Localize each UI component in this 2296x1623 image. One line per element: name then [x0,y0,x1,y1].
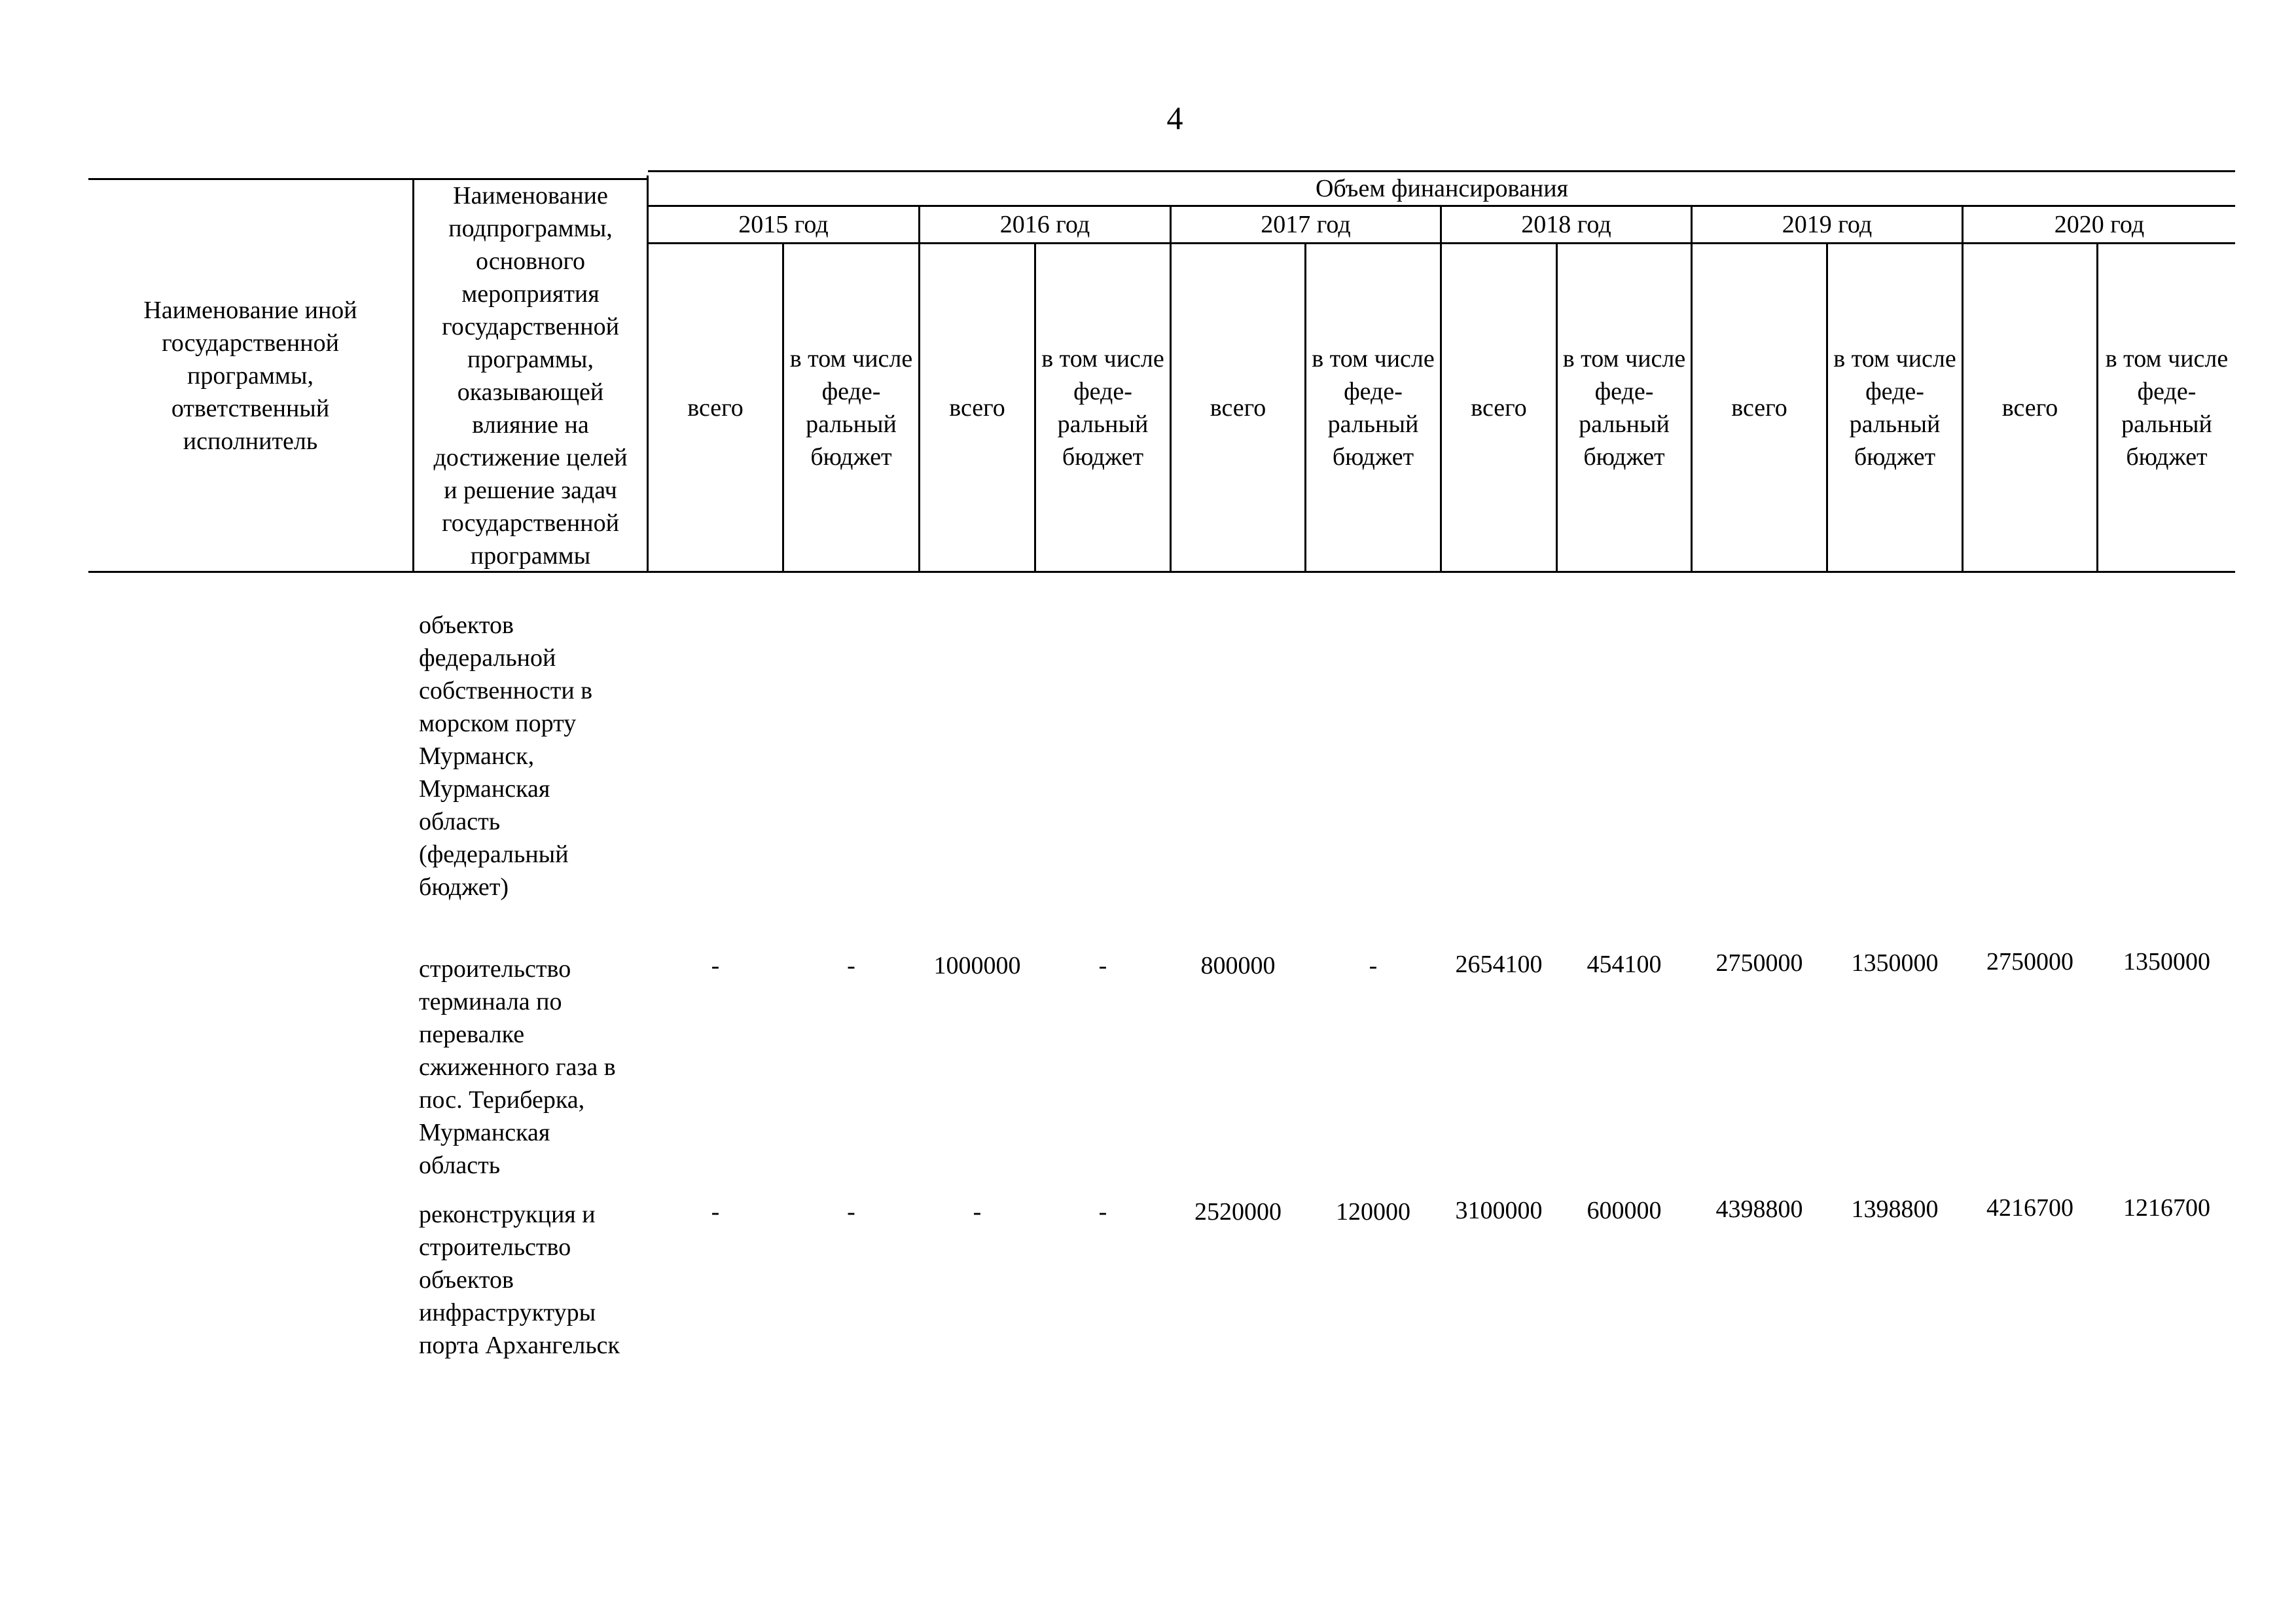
row-3-total-2020: 4216700 [1986,1194,2073,1222]
header-funding-title: Объем финансирования [1315,175,1569,202]
row-3-federal-2015: - [847,1198,855,1226]
header-total-2017: всего [1210,393,1266,422]
page-number: 4 [1166,100,1183,136]
header-total-2019: всего [1731,393,1787,422]
row-2-total-2016: 1000000 [933,952,1021,979]
row-3-total-2019: 4398800 [1715,1195,1803,1223]
row-2-total-2017: 800000 [1200,952,1276,979]
year-2020: 2020 год [2054,211,2145,238]
row-2-federal-2015: - [847,952,855,979]
year-2018: 2018 год [1521,211,1611,238]
row-2-federal-2016: - [1098,952,1107,979]
row-1-name: объектов федеральной собственности в морском порту Мурманск, Мурманская область (федеральный бюджет) [419,611,593,901]
year-2016: 2016 год [999,211,1090,238]
rule-header-bottom [88,571,2235,573]
header-federal-2017: в том числе феде- ральный бюджет [1312,344,1435,471]
header-federal-2019: в том числе феде- ральный бюджет [1833,344,1956,471]
row-3-total-2018: 3100000 [1455,1197,1543,1224]
row-3-total-2015: - [711,1198,720,1226]
year-2019: 2019 год [1782,211,1873,238]
row-3-name: реконструкция и строительство объектов инфраструктуры порта Архангельск [419,1201,620,1359]
row-2-total-2019: 2750000 [1715,949,1803,977]
row-2-federal-2020: 1350000 [2123,948,2210,976]
row-3-federal-2020: 1216700 [2123,1194,2210,1222]
header-federal-2016: в том числе феде- ральный бюджет [1041,344,1164,471]
header-total-2020: всего [2001,393,2058,422]
row-3-federal-2016: - [1098,1198,1107,1226]
row-3-federal-2017: 120000 [1336,1198,1410,1226]
header-federal-2015: в том числе феде- ральный бюджет [789,344,913,471]
row-2-federal-2019: 1350000 [1851,949,1939,977]
row-3-total-2016: - [973,1198,982,1226]
header-total-2015: всего [687,393,744,422]
row-3-federal-2018: 600000 [1587,1197,1662,1224]
header-total-2016: всего [949,393,1005,422]
row-2-total-2020: 2750000 [1986,948,2073,976]
row-2-total-2015: - [711,952,720,979]
header-federal-2018: в том числе феде- ральный бюджет [1562,344,1686,471]
row-2-name: строительство терминала по перевалке сжиженного газа в пос. Териберка, Мурманская область [419,955,616,1179]
row-3-federal-2019: 1398800 [1851,1195,1939,1223]
row-3-total-2017: 2520000 [1194,1198,1282,1226]
row-2-total-2018: 2654100 [1455,951,1543,978]
year-2017: 2017 год [1261,211,1351,238]
row-2-federal-2018: 454100 [1587,951,1662,978]
year-2015: 2015 год [738,211,829,238]
header-federal-2020: в том числе феде- ральный бюджет [2105,344,2229,471]
header-subprogram: Наименование подпрограммы, основного мероприятия государственной программы, оказывающей влияние на достижение целей и решение задач государственной программы [433,181,628,570]
header-program: Наименование иной государственной программы, ответственный исполнитель [143,296,357,455]
header-total-2018: всего [1471,393,1527,422]
row-2-federal-2017: - [1369,952,1378,979]
